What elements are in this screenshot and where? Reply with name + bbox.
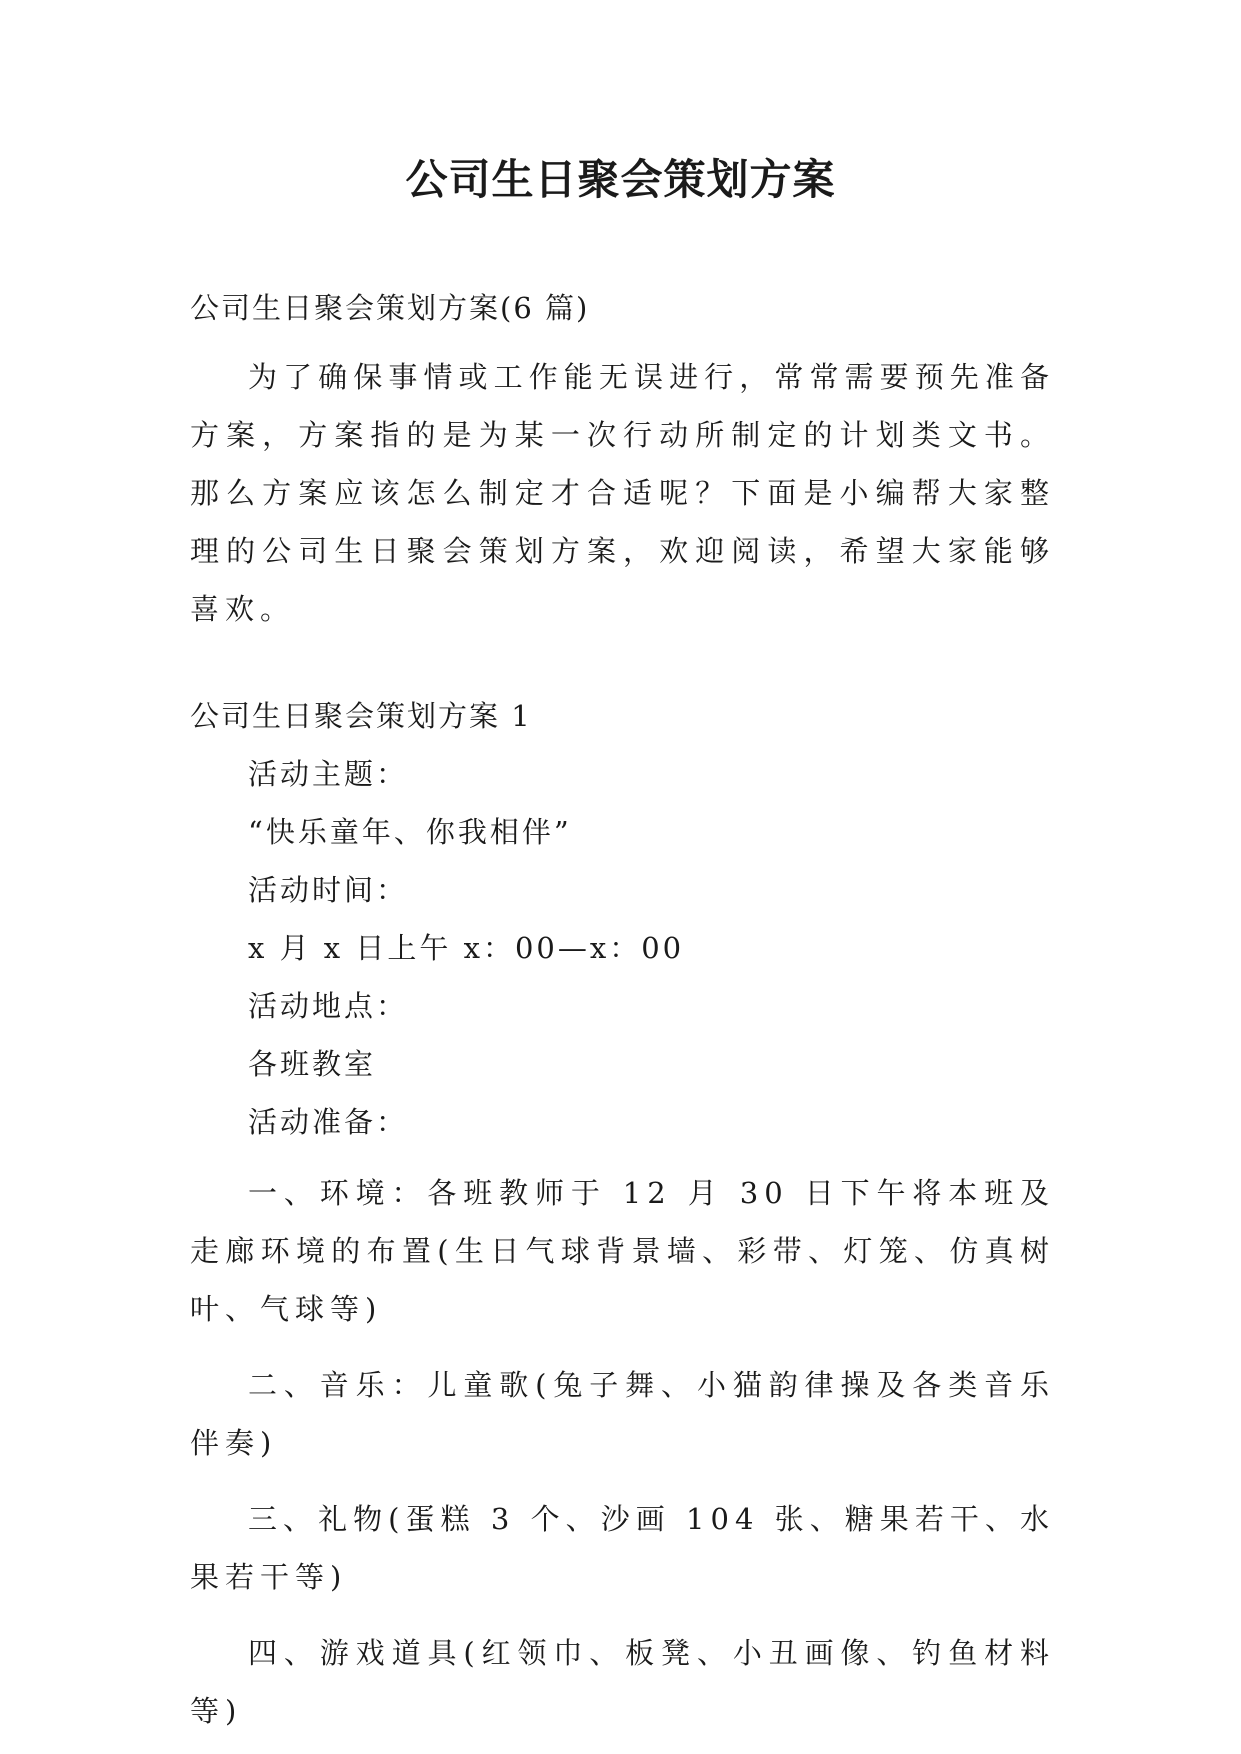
document-subtitle: 公司生日聚会策划方案(6 篇) — [190, 291, 590, 325]
time-label: 活动时间： — [248, 873, 409, 907]
prep-item-gifts: 三、礼物(蛋糕 3 个、沙画 104 张、糖果若干、水果若干等) — [190, 1502, 1055, 1594]
document-title: 公司生日聚会策划方案 — [405, 155, 836, 204]
prep-item-music: 二、音乐：儿童歌(兔子舞、小猫韵律操及各类音乐伴奏) — [190, 1368, 1055, 1460]
document-body — [190, 288, 1055, 1740]
time-value: x 月 x 日上午 x：00—x：00 — [248, 931, 685, 965]
prep-label: 活动准备： — [248, 1105, 409, 1139]
place-label: 活动地点： — [248, 989, 409, 1023]
theme-value: “快乐童年、你我相伴” — [248, 815, 572, 849]
prep-item-props: 四、游戏道具(红领巾、板凳、小丑画像、钓鱼材料等) — [190, 1636, 1055, 1728]
intro-paragraph: 为了确保事情或工作能无误进行，常常需要预先准备方案，方案指的是为某一次行动所制定的计划类文书。那么方案应该怎么制定才合适呢？下面是小编帮大家整理的公司生日聚会策划方案，欢迎阅读，希望大家能够喜欢。 — [190, 360, 1055, 626]
section-heading: 公司生日聚会策划方案 1 — [190, 699, 532, 733]
prep-item-environment: 一、环境：各班教师于 12 月 30 日下午将本班及走廊环境的布置(生日气球背景墙、彩带、灯笼、仿真树叶、气球等) — [190, 1176, 1055, 1326]
theme-label: 活动主题： — [248, 757, 409, 791]
place-value: 各班教室 — [248, 1047, 377, 1081]
